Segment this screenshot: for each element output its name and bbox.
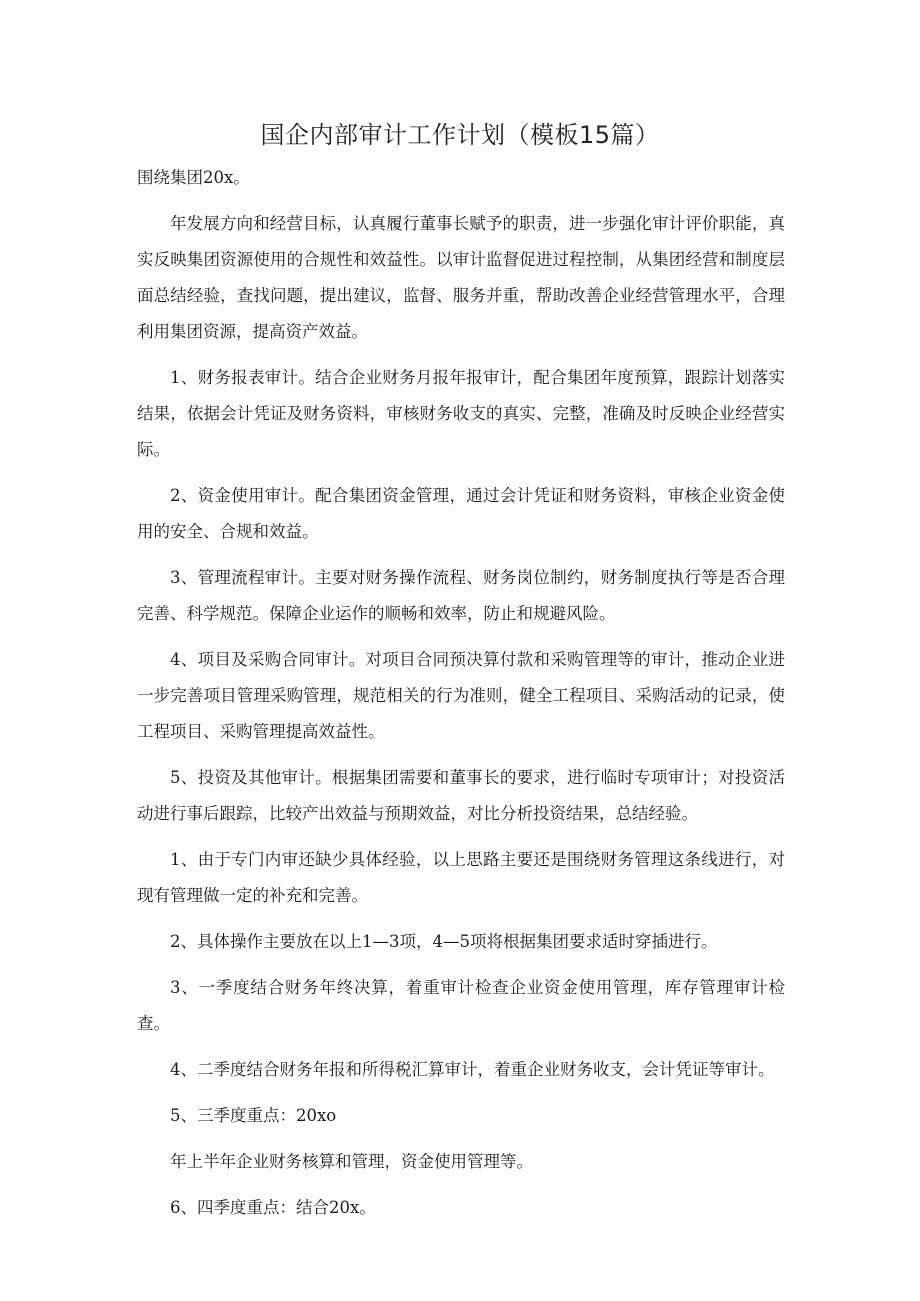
paragraph-q1: 3、一季度结合财务年终决算，着重审计检查企业资金使用管理，库存管理审计检查。 [137, 978, 785, 1033]
document-body [137, 160, 785, 1236]
document-title: 国企内部审计工作计划（模板15篇） [260, 121, 660, 149]
paragraph-item-5-investment: 5、投资及其他审计。根据集团需要和董事长的要求，进行临时专项审计；对投资活动进行事后跟踪，比较产出效益与预期效益，对比分析投资结果，总结经验。 [137, 768, 785, 823]
paragraph-item-1-financial-statements: 1、财务报表审计。结合企业财务月报年报审计，配合集团年度预算，跟踪计划落实结果，依据会计凭证及财务资料，审核财务收支的真实、完整，准确及时反映企业经营实际。 [137, 368, 785, 459]
paragraph-intro: 围绕集团20x。 [137, 168, 250, 187]
paragraph-q3-detail: 年上半年企业财务核算和管理，资金使用管理等。 [170, 1152, 533, 1171]
paragraph-item-4-contracts: 4、项目及采购合同审计。对项目合同预决算付款和采购管理等的审计，推动企业进一步完善项目管理采购管理，规范相关的行为准则，健全工程项目、采购活动的记录，使工程项目、采购管理提高效益性。 [137, 650, 785, 741]
paragraph-q2: 4、二季度结合财务年报和所得税汇算审计，着重企业财务收支，会计凭证等审计。 [170, 1060, 775, 1079]
paragraph-note-2: 2、具体操作主要放在以上1—3项，4—5项将根据集团要求适时穿插进行。 [170, 932, 718, 951]
paragraph-q4: 6、四季度重点：结合20x。 [170, 1198, 376, 1217]
paragraph-goals: 年发展方向和经营目标，认真履行董事长赋予的职责，进一步强化审计评价职能，真实反映集团资源使用的合规性和效益性。以审计监督促进过程控制，从集团经营和制度层面总结经验，查找问题，提出建议，监督、服务并重，帮助改善企业经营管理水平，合理利用集团资源，提高资产效益。 [137, 214, 785, 341]
paragraph-item-2-fund-usage: 2、资金使用审计。配合集团资金管理，通过会计凭证和财务资料，审核企业资金使用的安全、合规和效益。 [137, 486, 785, 541]
paragraph-item-3-process: 3、管理流程审计。主要对财务操作流程、财务岗位制约，财务制度执行等是否合理完善、科学规范。保障企业运作的顺畅和效率，防止和规避风险。 [137, 568, 785, 623]
paragraph-q3: 5、三季度重点：20xo [170, 1106, 337, 1125]
paragraph-note-1: 1、由于专门内审还缺少具体经验，以上思路主要还是围绕财务管理这条线进行，对现有管理做一定的补充和完善。 [137, 850, 785, 905]
